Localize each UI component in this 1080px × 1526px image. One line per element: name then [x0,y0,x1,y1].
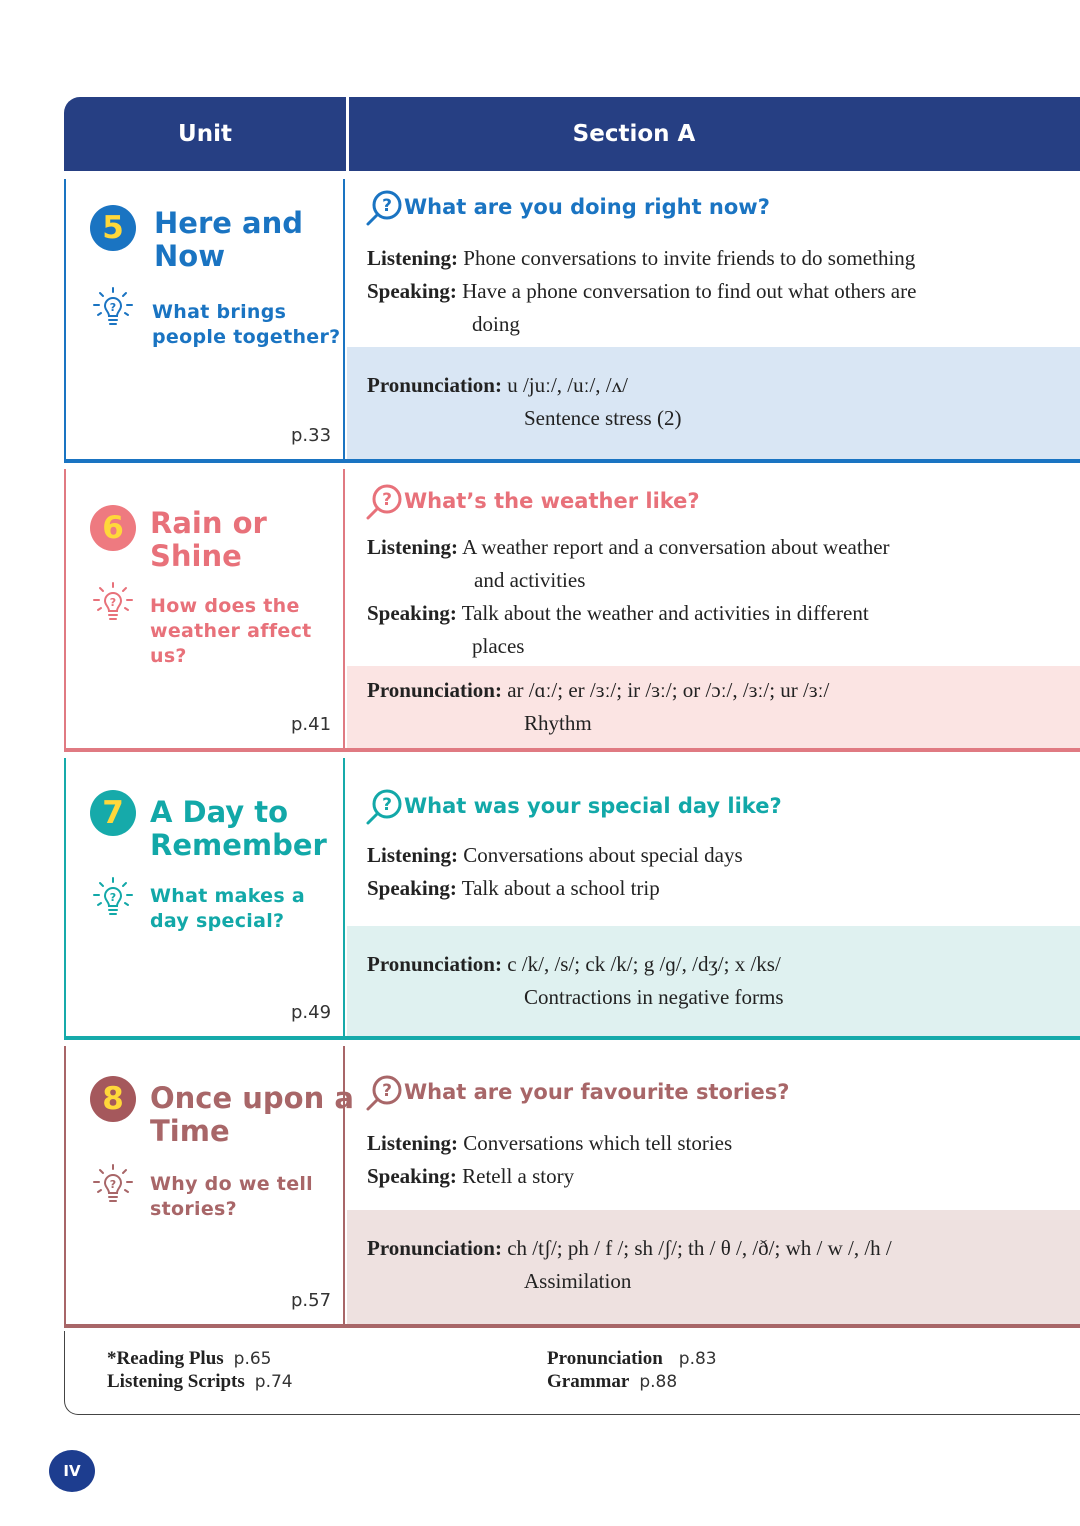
pronunciation-line: Pronunciation: c /k/, /s/; ck /k/; g /ɡ/, /dʒ/; x /ks/ [367,952,781,976]
svg-text:?: ? [109,301,117,314]
unit-number-badge: 5 [90,205,136,251]
pronunciation-continuation: Sentence stress (2) [524,406,682,430]
section-a-cell [347,752,1080,1040]
big-question: What makes a day special? [150,885,305,932]
page-reference: p.49 [291,1002,332,1023]
section-question: What are your favourite stories? [404,1080,790,1104]
pronunciation-line: Pronunciation: u /juː/, /uː/, /ʌ/ [367,373,628,397]
listening-line: Listening: Phone conversations to invite friends to do something [367,246,916,270]
pronunciation-continuation: Contractions in negative forms [524,985,784,1009]
listening-continuation: and activities [474,568,586,592]
pronunciation-box [347,1210,1080,1324]
speaking-line: Speaking: Have a phone conversation to find out what others are [367,279,917,303]
unit-cell [64,469,345,748]
lightbulb-question-icon [92,1164,134,1206]
lightbulb-question-icon [92,287,134,329]
page-number-badge: IV [49,1450,95,1492]
pronunciation-box [347,666,1080,748]
speaking-continuation: doing [472,312,520,336]
pronunciation-line: Pronunciation: ch /tʃ/; ph / f /; sh /ʃ/; th / θ /, /ð/; wh / w /, /h / [367,1236,892,1260]
unit-title: Rain or Shine [150,506,267,573]
section-a-column-header: Section A [572,121,696,147]
unit-number-badge: 8 [90,1076,136,1122]
reading-plus-entry: *Reading Plus p.65 [107,1348,272,1369]
unit-row-8 [64,1040,1080,1328]
unit-cell [64,758,345,1036]
unit-number-badge: 6 [90,505,136,551]
svg-text:?: ? [109,891,117,904]
listening-line: Listening: Conversations about special days [367,843,743,867]
contents-footer [64,1331,1080,1415]
pronunciation-line: Pronunciation: ar /ɑː/; er /ɜː/; ir /ɜː/; or /ɔː/, /ɜː/; ur /ɜː/ [367,678,830,702]
listening-scripts-entry: Listening Scripts p.74 [107,1371,293,1392]
unit-column-header: Unit [178,121,232,147]
listening-line: Listening: A weather report and a conversation about weather [367,535,890,559]
question-magnifier-icon [365,788,403,826]
grammar-entry: Grammar p.88 [547,1371,678,1392]
svg-text:?: ? [382,795,392,815]
question-magnifier-icon [365,483,403,521]
big-question: Why do we tell stories? [150,1173,314,1220]
section-question: What’s the weather like? [404,489,700,513]
unit-row-6 [64,463,1080,752]
section-a-cell [347,1040,1080,1328]
svg-text:?: ? [382,196,392,216]
svg-text:?: ? [109,1178,117,1191]
lightbulb-question-icon [92,877,134,919]
svg-text:?: ? [109,596,117,609]
question-magnifier-icon [365,189,403,227]
svg-text:?: ? [382,490,392,510]
section-question: What was your special day like? [404,794,782,818]
pronunciation-box [347,347,1080,459]
big-question: What brings people together? [152,301,341,348]
unit-number-badge: 7 [90,790,136,836]
pronunciation-continuation: Assimilation [524,1269,632,1293]
row-separator [64,1324,1080,1328]
pronunciation-box [347,926,1080,1036]
svg-text:?: ? [382,1081,392,1101]
unit-cell [64,179,345,459]
unit-cell [64,1046,354,1324]
table-header [64,97,1080,171]
page-reference: p.33 [291,425,332,446]
section-question: What are you doing right now? [404,195,770,219]
speaking-line: Speaking: Talk about a school trip [367,876,660,900]
pronunciation-continuation: Rhythm [524,711,592,735]
lightbulb-question-icon [92,582,134,624]
section-a-cell [347,463,1080,752]
section-a-cell [347,171,1080,463]
unit-row-5 [64,171,1080,463]
speaking-line: Speaking: Talk about the weather and activities in different [367,601,869,625]
speaking-continuation: places [472,634,525,658]
unit-title: Once upon a Time [150,1081,354,1148]
unit-row-7 [64,752,1080,1040]
page-reference: p.41 [291,714,332,735]
unit-title: Here and Now [154,206,303,273]
pronunciation-entry: Pronunciation p.83 [547,1348,717,1369]
speaking-line: Speaking: Retell a story [367,1164,575,1188]
page-reference: p.57 [291,1290,332,1311]
question-magnifier-icon [365,1074,403,1112]
big-question: How does the weather affect us? [150,595,312,667]
unit-title: A Day to Remember [150,795,327,862]
listening-line: Listening: Conversations which tell stories [367,1131,733,1155]
